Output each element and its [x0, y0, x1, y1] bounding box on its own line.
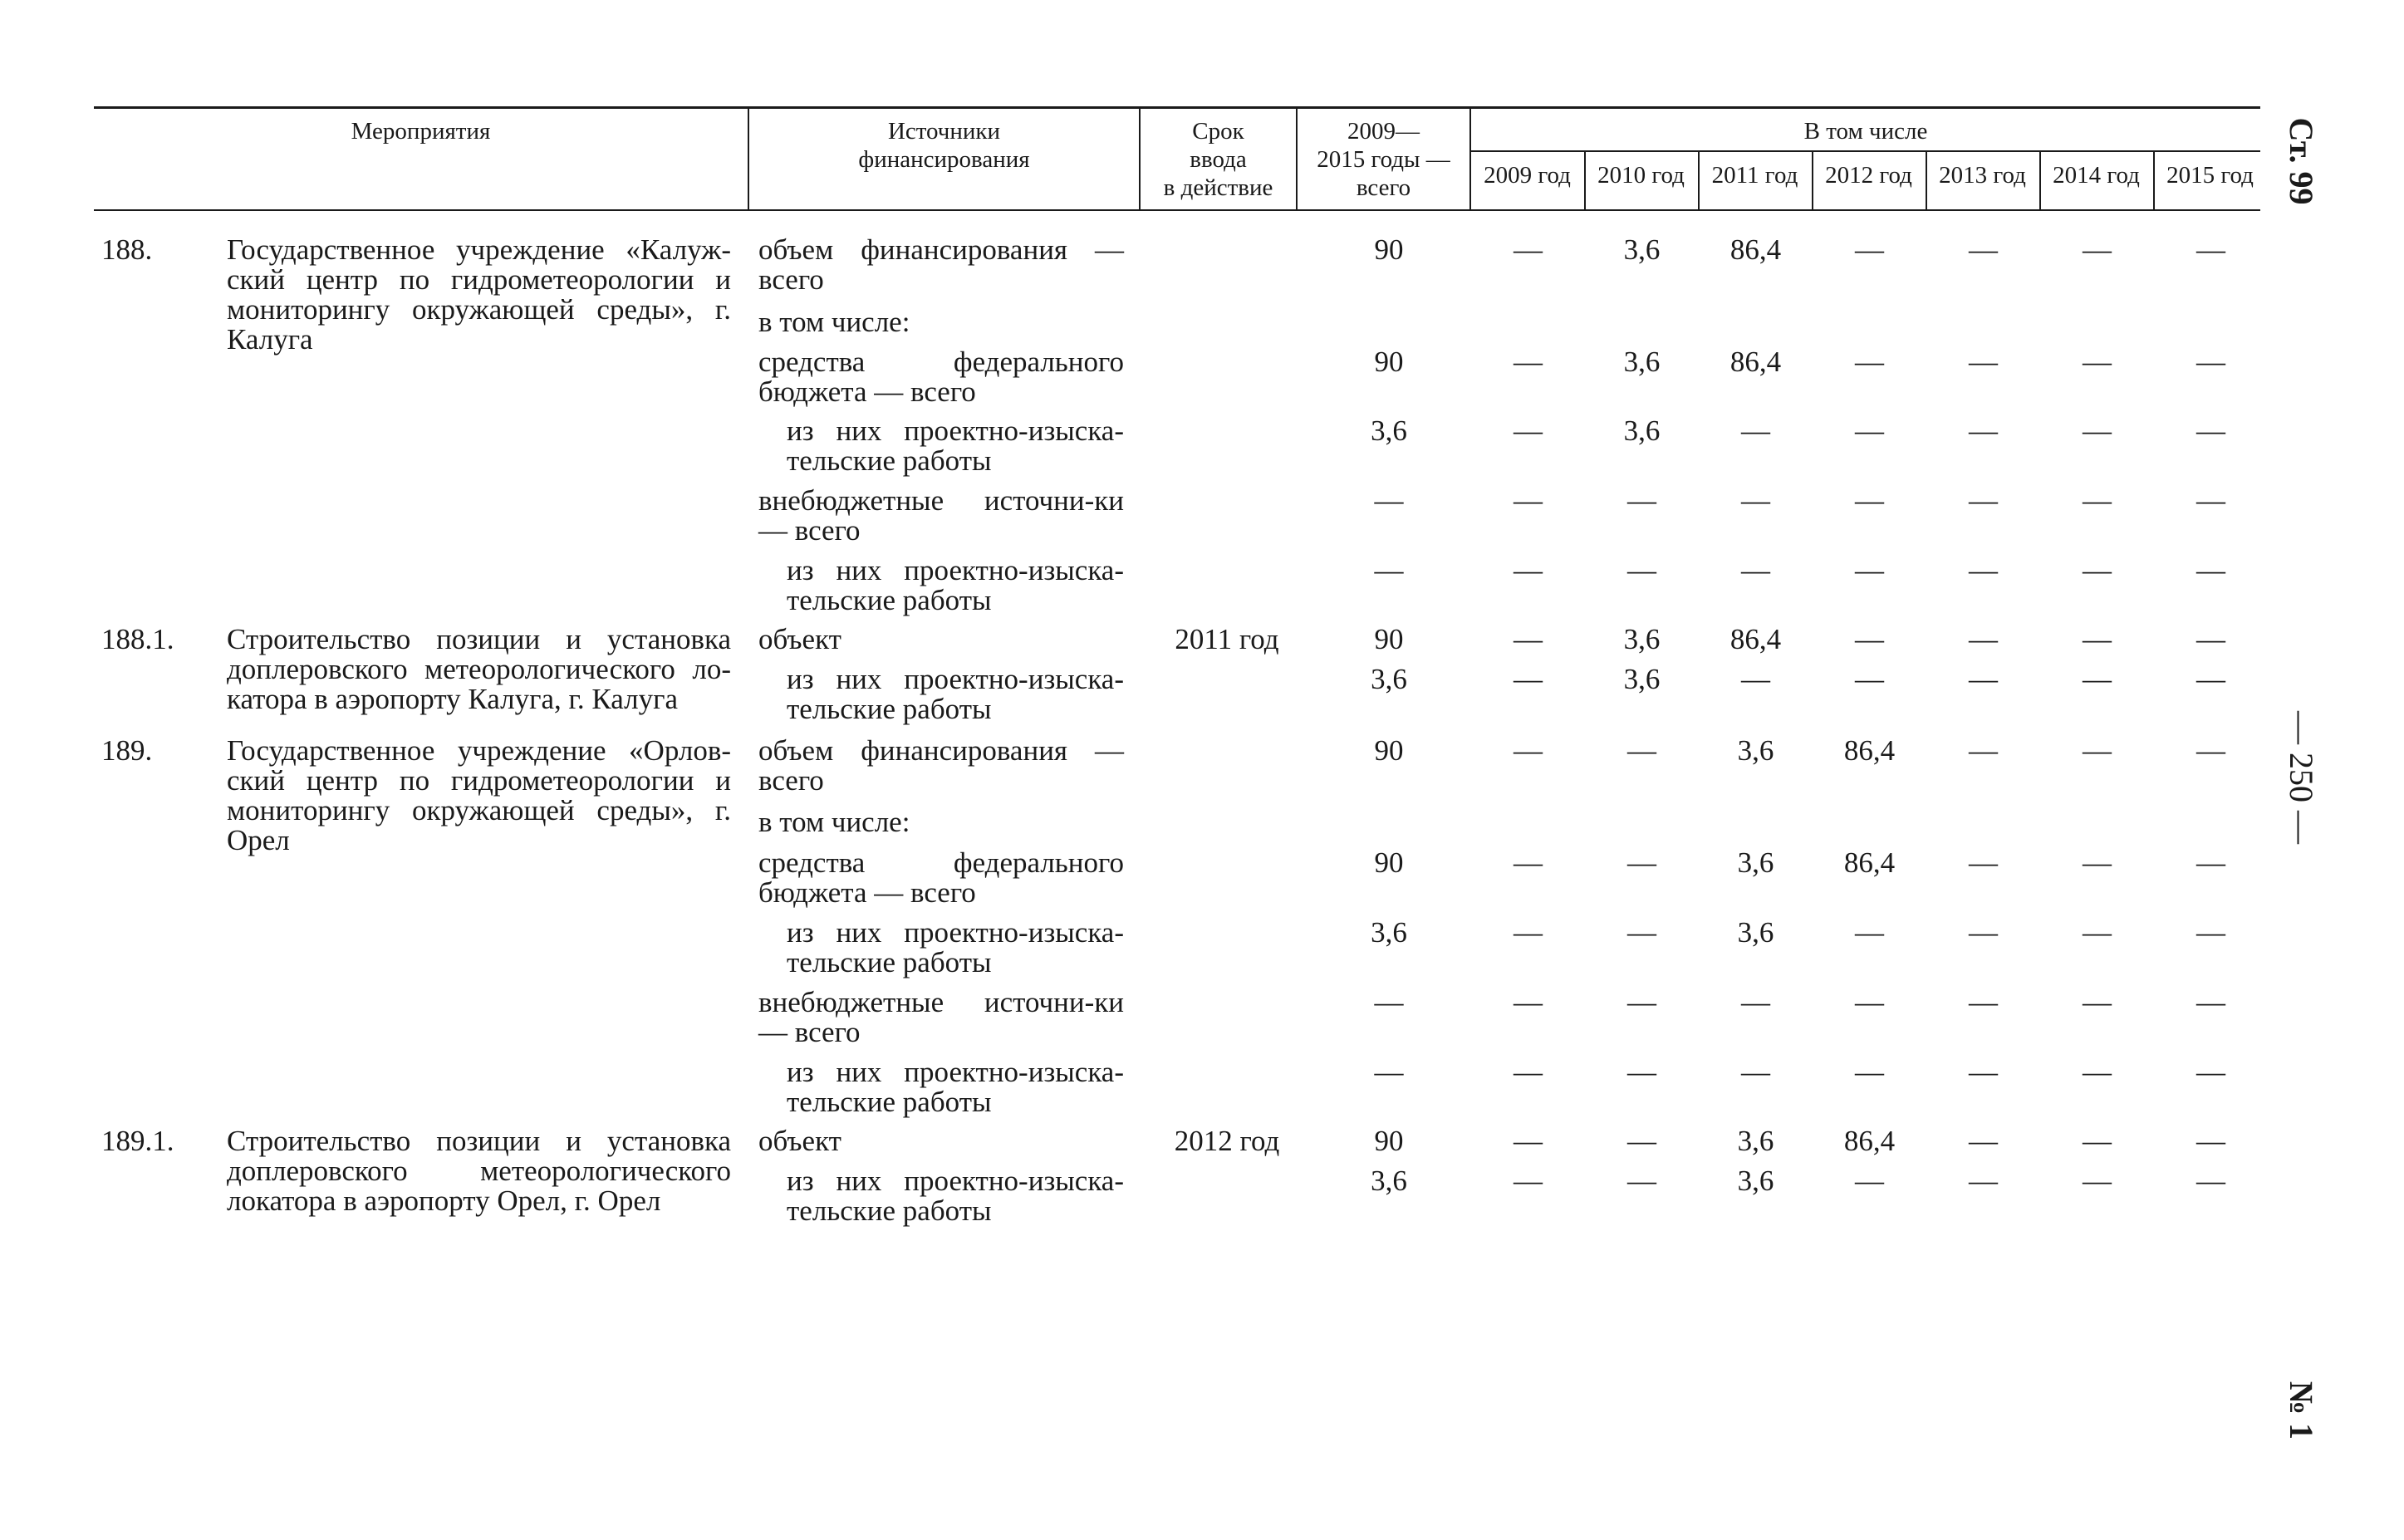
year-amount: — — [1969, 846, 1998, 879]
year-amount: — — [1627, 1056, 1656, 1088]
year-amount: — — [2196, 986, 2225, 1018]
year-amount: — — [1855, 346, 1884, 378]
funding-source: объект — [758, 623, 841, 655]
year-amount: 3,6 — [1623, 346, 1661, 378]
header-term: Срок ввода в действие — [1163, 118, 1273, 201]
funding-source: внебюджетные источни-ки — всего — [758, 986, 1124, 1048]
year-amount: — — [2083, 663, 2112, 695]
year-amount: — — [1855, 233, 1884, 266]
year-amount: — — [2196, 233, 2225, 266]
year-amount: — — [1514, 663, 1543, 695]
year-amount: 86,4 — [1843, 1125, 1896, 1157]
years-header-rule — [1470, 150, 2260, 152]
year-amount: — — [1855, 1056, 1884, 1088]
year-amount: 3,6 — [1737, 846, 1774, 879]
year-amount: 86,4 — [1843, 846, 1896, 879]
page-number: — 250 — — [2283, 711, 2320, 844]
total-amount: 3,6 — [1371, 1165, 1407, 1197]
year-amount: — — [2083, 986, 2112, 1018]
year-amount: — — [1855, 623, 1884, 655]
table-top-rule — [94, 106, 2260, 109]
year-amount: — — [1969, 484, 1998, 517]
funding-source: объем финансирования — всего — [758, 734, 1124, 797]
year-amount: — — [1969, 414, 1998, 447]
year-amount: 86,4 — [1729, 346, 1782, 378]
funding-source: в том числе: — [758, 306, 910, 338]
year-amount: — — [2196, 846, 2225, 879]
header-year: 2015 год — [2166, 162, 2254, 189]
issue-number: № 1 — [2283, 1381, 2320, 1440]
year-amount: — — [1855, 986, 1884, 1018]
year-amount: 3,6 — [1623, 233, 1661, 266]
year-amount: — — [1855, 663, 1884, 695]
funding-source: средства федерального бюджета — всего — [758, 846, 1124, 909]
commissioning-term: 2011 год — [1175, 623, 1279, 655]
year-amount: — — [1741, 663, 1770, 695]
header-year: 2014 год — [2053, 162, 2140, 189]
year-amount: — — [1627, 916, 1656, 949]
year-amount: — — [1741, 414, 1770, 447]
year-amount: 3,6 — [1623, 414, 1661, 447]
total-amount: 90 — [1374, 846, 1404, 879]
year-amount: — — [1969, 1165, 1998, 1197]
total-amount: — — [1374, 554, 1404, 586]
funding-source: из них проектно-изыска-тельские работы — [787, 554, 1124, 616]
year-amount: 3,6 — [1737, 734, 1774, 767]
year-amount: 3,6 — [1737, 1125, 1774, 1157]
row-number: 189. — [101, 734, 153, 767]
year-amount: — — [1514, 734, 1543, 767]
total-amount: 3,6 — [1371, 414, 1407, 447]
year-amount: — — [1741, 554, 1770, 586]
year-amount: — — [1741, 986, 1770, 1018]
year-amount: — — [1969, 986, 1998, 1018]
year-amount: — — [1514, 1125, 1543, 1157]
year-amount: — — [2083, 233, 2112, 266]
year-amount: 86,4 — [1729, 623, 1782, 655]
header-bottom-rule — [94, 209, 2260, 211]
row-number: 188.1. — [101, 623, 174, 655]
year-amount: — — [1514, 1056, 1543, 1088]
header-sources: Источники финансирования — [858, 118, 1030, 173]
event-name: Строительство позиции и установка доплеровского метеорологического локатора в аэропорту Орел, г. Орел — [227, 1125, 731, 1217]
year-amount: — — [2196, 346, 2225, 378]
year-amount: — — [2083, 623, 2112, 655]
year-amount: — — [1514, 414, 1543, 447]
year-amount: — — [1514, 623, 1543, 655]
year-amount: — — [1969, 916, 1998, 949]
year-amount: — — [1969, 623, 1998, 655]
year-amount: — — [1969, 1056, 1998, 1088]
year-amount: — — [1514, 916, 1543, 949]
year-amount: — — [1514, 346, 1543, 378]
funding-source: из них проектно-изыска-тельские работы — [787, 916, 1124, 978]
year-amount: 86,4 — [1843, 734, 1896, 767]
year-amount: — — [1514, 986, 1543, 1018]
year-amount: — — [2083, 346, 2112, 378]
header-total: 2009— 2015 годы — всего — [1317, 118, 1450, 201]
row-number: 188. — [101, 233, 153, 266]
year-amount: 86,4 — [1729, 233, 1782, 266]
page-label: Ст. 99 — [2283, 117, 2320, 205]
year-amount: — — [1627, 1165, 1656, 1197]
year-amount: — — [1969, 346, 1998, 378]
funding-source: из них проектно-изыска-тельские работы — [787, 1165, 1124, 1227]
year-amount: — — [1741, 1056, 1770, 1088]
year-amount: — — [2196, 1165, 2225, 1197]
year-amount: — — [1969, 233, 1998, 266]
year-amount: — — [1855, 554, 1884, 586]
year-amount: — — [2196, 663, 2225, 695]
year-amount: — — [1741, 484, 1770, 517]
row-number: 189.1. — [101, 1125, 174, 1157]
total-amount: 90 — [1374, 623, 1404, 655]
year-amount: — — [1969, 734, 1998, 767]
year-amount: — — [1627, 1125, 1656, 1157]
total-amount: 90 — [1374, 346, 1404, 378]
year-amount: — — [1627, 484, 1656, 517]
year-amount: — — [1627, 986, 1656, 1018]
year-amount: — — [1627, 846, 1656, 879]
funding-source: объект — [758, 1125, 841, 1157]
event-name: Государственное учреждение «Калуж-ский центр по гидрометеорологии и мониторингу окружающей среды», г. Калуга — [227, 233, 731, 356]
year-amount: — — [1969, 663, 1998, 695]
year-amount: — — [1969, 554, 1998, 586]
year-amount: — — [2196, 623, 2225, 655]
year-amount: — — [2196, 414, 2225, 447]
year-amount: 3,6 — [1737, 916, 1774, 949]
header-year: 2012 год — [1825, 162, 1912, 189]
total-amount: — — [1374, 1056, 1404, 1088]
year-amount: — — [1514, 1165, 1543, 1197]
year-amount: — — [2083, 1165, 2112, 1197]
year-amount: — — [2196, 484, 2225, 517]
total-amount: — — [1374, 986, 1404, 1018]
total-amount: 90 — [1374, 734, 1404, 767]
year-amount: — — [1855, 916, 1884, 949]
year-amount: 3,6 — [1623, 623, 1661, 655]
header-year: 2013 год — [1939, 162, 2026, 189]
year-amount: — — [2083, 1056, 2112, 1088]
year-amount: — — [1969, 1125, 1998, 1157]
header-year: 2010 год — [1597, 162, 1685, 189]
funding-source: из них проектно-изыска-тельские работы — [787, 1056, 1124, 1118]
year-amount: — — [2083, 414, 2112, 447]
funding-source: в том числе: — [758, 806, 910, 838]
year-amount: — — [2083, 916, 2112, 949]
year-amount: — — [1514, 484, 1543, 517]
year-amount: — — [2083, 484, 2112, 517]
total-amount: — — [1374, 484, 1404, 517]
year-amount: — — [2196, 1125, 2225, 1157]
year-amount: — — [2083, 1125, 2112, 1157]
year-amount: — — [2196, 734, 2225, 767]
header-events: Мероприятия — [351, 118, 491, 145]
event-name: Государственное учреждение «Орлов-ский центр по гидрометеорологии и мониторингу окружающей среды», г. Орел — [227, 734, 731, 856]
year-amount: 3,6 — [1623, 663, 1661, 695]
year-amount: — — [1514, 846, 1543, 879]
funding-source: из них проектно-изыска-тельские работы — [787, 663, 1124, 725]
year-amount: — — [1855, 414, 1884, 447]
funding-source: средства федерального бюджета — всего — [758, 346, 1124, 408]
total-amount: 90 — [1374, 233, 1404, 266]
header-year: 2009 год — [1484, 162, 1571, 189]
header-including: В том числе — [1803, 118, 1928, 145]
year-amount: — — [2196, 554, 2225, 586]
year-amount: — — [1855, 484, 1884, 517]
funding-source: внебюджетные источни-ки — всего — [758, 484, 1124, 547]
year-amount: — — [1514, 233, 1543, 266]
year-amount: — — [2196, 1056, 2225, 1088]
year-amount: — — [1627, 734, 1656, 767]
year-amount: — — [2196, 916, 2225, 949]
header-year: 2011 год — [1711, 162, 1798, 189]
total-amount: 90 — [1374, 1125, 1404, 1157]
year-amount: 3,6 — [1737, 1165, 1774, 1197]
funding-source: из них проектно-изыска-тельские работы — [787, 414, 1124, 477]
year-amount: — — [2083, 846, 2112, 879]
commissioning-term: 2012 год — [1174, 1125, 1280, 1157]
event-name: Строительство позиции и установка доплеровского метеорологического ло-катора в аэропорту Калуга, г. Калуга — [227, 623, 731, 715]
year-amount: — — [1855, 1165, 1884, 1197]
total-amount: 3,6 — [1371, 663, 1407, 695]
funding-source: объем финансирования — всего — [758, 233, 1124, 296]
year-amount: — — [2083, 554, 2112, 586]
total-amount: 3,6 — [1371, 916, 1407, 949]
year-amount: — — [1627, 554, 1656, 586]
year-amount: — — [2083, 734, 2112, 767]
year-amount: — — [1514, 554, 1543, 586]
